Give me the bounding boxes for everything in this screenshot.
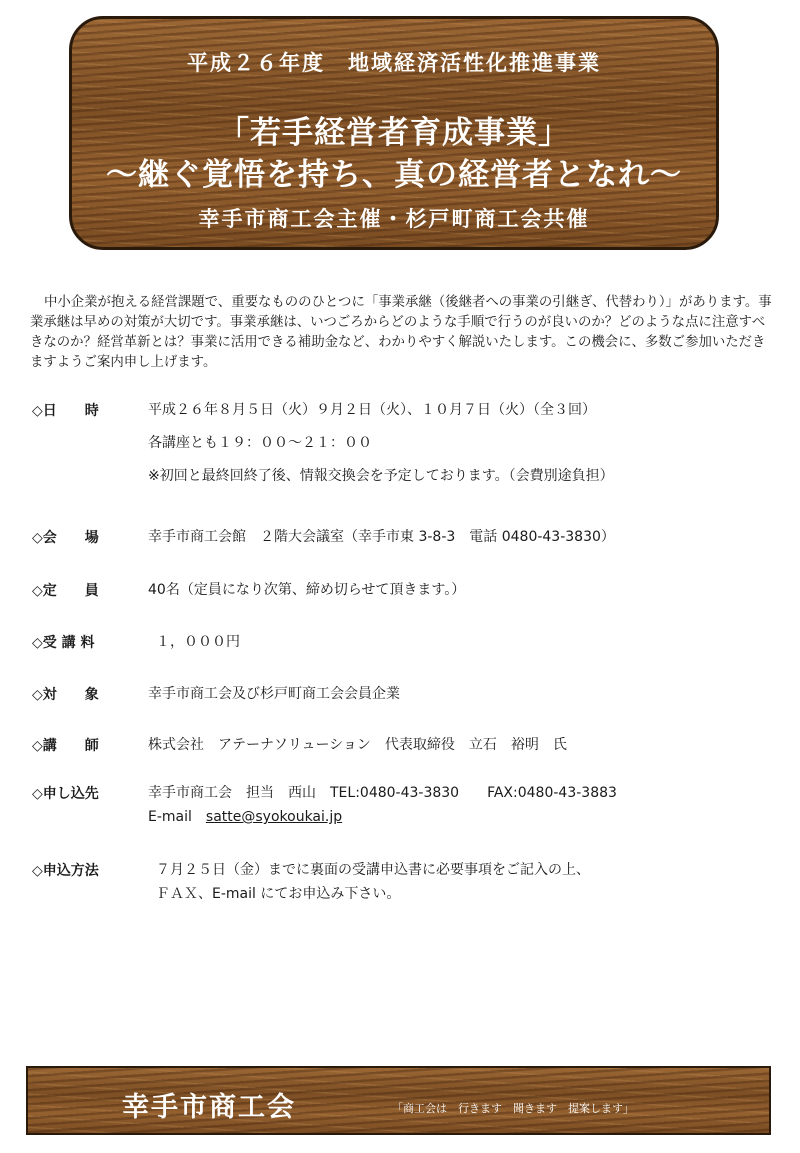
email-link[interactable]: satte@syokoukai.jp bbox=[205, 809, 343, 825]
footer-org-name: 幸手市商工会 bbox=[122, 1092, 296, 1123]
apply-line2: ＦＡＸ、E-mail にてお申込み下さい。 bbox=[156, 886, 401, 902]
footer-banner bbox=[26, 1066, 771, 1135]
capacity-value: 40名（定員になり次第、締め切らせて頂きます。） bbox=[148, 582, 466, 598]
venue-value: 幸手市商工会館 ２階大会議室（幸手市東 3-8-3 電話 0480-43-3830） bbox=[148, 529, 615, 545]
contact-phone-fax: 幸手市商工会 担当 西山 TEL:0480-43-3830 FAX:0480-43-3883 bbox=[148, 785, 617, 801]
program-name: 平成２６年度 地域経済活性化推進事業 bbox=[187, 51, 601, 75]
venue-label: ◇会 場 bbox=[32, 530, 99, 546]
intro-paragraph: 中小企業が抱える経営課題で、重要なもののひとつに「事業承継（後継者への事業の引継ぎ、代替わり）」があります。事業承継は早めの対策が大切です。事業承継は、いつごろからどのような手順で行うのが良いのか？どのような点に注意すべきなのか？経営革新とは？事業に活用できる補助金など、わかりやすく解説いたします。この機会に、多数ご参加いただきますようご案内申し上げます。 bbox=[30, 295, 772, 370]
target-value: 幸手市商工会及び杉戸町商工会会員企業 bbox=[148, 686, 400, 702]
lecturer-label: ◇講 師 bbox=[32, 738, 99, 754]
datetime-dates: 平成２６年８月５日（火）９月２日（火）、１０月７日（火）（全３回） bbox=[148, 402, 596, 418]
apply-line1: ７月２５日（金）までに裏面の受講申込書に必要事項をご記入の上、 bbox=[156, 862, 590, 878]
datetime-time: 各講座とも１９：００～２１：００ bbox=[148, 435, 372, 451]
contact-label: ◇申し込先 bbox=[32, 786, 99, 802]
event-title: 「若手経営者育成事業」 bbox=[218, 115, 570, 151]
footer-slogan: 「商工会は 行きます 聞きます 提案します」 bbox=[392, 1102, 634, 1115]
event-subtitle: ～継ぐ覚悟を持ち、真の経営者となれ～ bbox=[106, 157, 682, 193]
email-label: E-mail bbox=[148, 809, 192, 825]
datetime-note: ※初回と最終回終了後、情報交換会を予定しております。（会費別途負担） bbox=[148, 468, 614, 484]
target-label: ◇対 象 bbox=[32, 687, 99, 703]
capacity-label: ◇定 員 bbox=[32, 583, 99, 599]
fee-value: １，０００円 bbox=[156, 634, 240, 650]
organizers: 幸手市商工会主催・杉戸町商工会共催 bbox=[198, 207, 590, 231]
fee-label: ◇受 講 料 bbox=[32, 635, 95, 651]
lecturer-value: 株式会社 アテーナソリューション 代表取締役 立石 裕明 氏 bbox=[148, 737, 567, 753]
datetime-label: ◇日 時 bbox=[32, 403, 99, 419]
apply-label: ◇申込方法 bbox=[32, 863, 99, 879]
header-banner bbox=[69, 16, 719, 250]
